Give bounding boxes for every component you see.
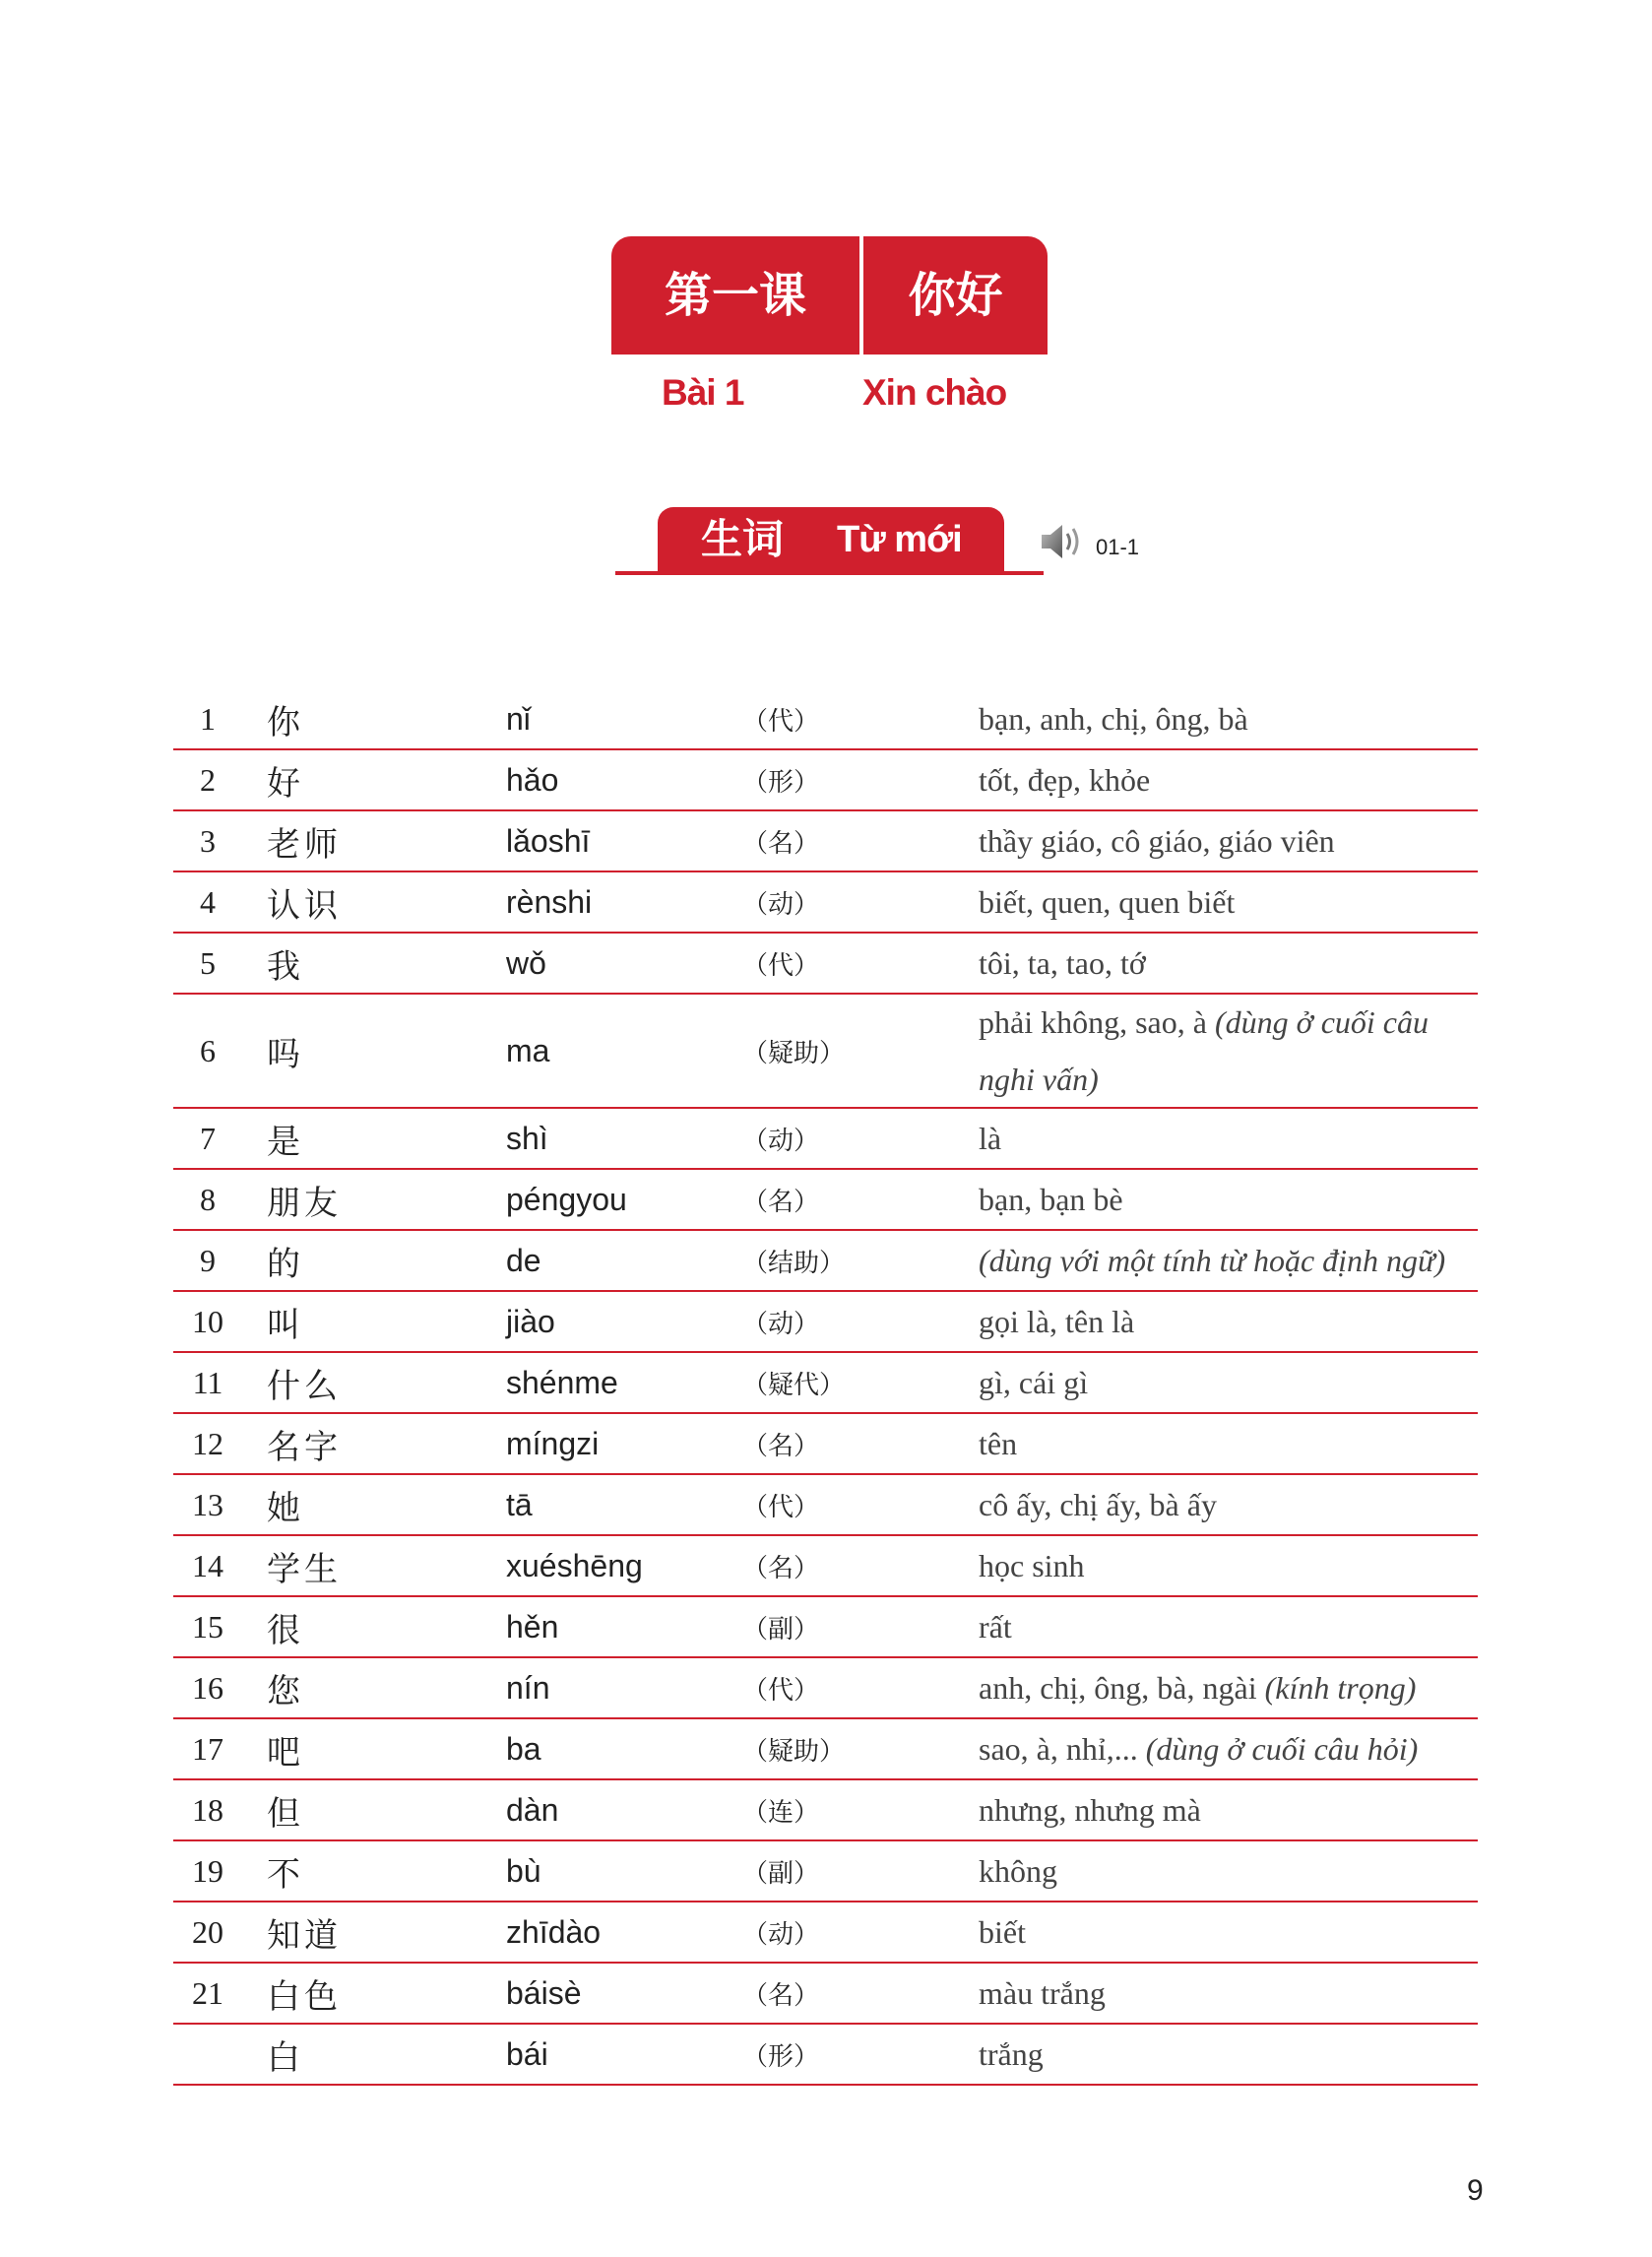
vocab-row: [173, 1964, 1478, 2025]
vocab-meaning-text: [979, 994, 1481, 1108]
vocab-meaning: [979, 1536, 1481, 1595]
vocab-row: [173, 934, 1478, 995]
vocab-meaning-text: [979, 1659, 1416, 1716]
vocab-meaning-main: anh, chị, ông, bà, ngài: [979, 1670, 1257, 1706]
vocab-meaning-main: biết: [979, 1914, 1026, 1950]
vocab-part-of-speech: （副）: [742, 1858, 820, 1889]
vocab-meaning: [979, 750, 1481, 809]
vocab-meaning-note: (kính trọng): [1264, 1670, 1417, 1706]
vocab-hanzi: 我: [267, 946, 304, 987]
vocab-pinyin: ma: [506, 1032, 550, 1068]
vocab-meaning: [979, 1719, 1481, 1778]
vocab-number: 2: [200, 761, 216, 798]
vocab-meaning: [979, 2025, 1481, 2084]
vocab-row: [173, 1475, 1478, 1536]
vocab-pinyin: shì: [506, 1120, 548, 1156]
vocab-number: 6: [200, 1032, 216, 1068]
vocab-part-of-speech: （代）: [742, 950, 820, 981]
vocab-part-of-speech: （代）: [742, 1492, 820, 1522]
vocab-row: [173, 1658, 1478, 1719]
vocab-meaning: [979, 1658, 1481, 1717]
vocab-pinyin: nín: [506, 1669, 550, 1706]
vocab-hanzi: 朋友: [267, 1183, 342, 1223]
vocab-number: 12: [192, 1425, 223, 1461]
vocab-meaning-text: [979, 1598, 1012, 1655]
vocab-meaning: [979, 1353, 1481, 1412]
vocab-part-of-speech: （动）: [742, 1309, 820, 1339]
vocab-meaning-text: [979, 1110, 1001, 1167]
vocab-meaning-main: nhưng, nhưng mà: [979, 1792, 1201, 1828]
vocab-meaning-main: bạn, bạn bè: [979, 1182, 1123, 1217]
vocab-meaning-note: (dùng ở cuối câu hỏi): [1145, 1731, 1419, 1767]
vocab-pinyin: hěn: [506, 1608, 559, 1644]
vocab-row: [173, 2025, 1478, 2086]
vocab-meaning-text: [979, 935, 1146, 992]
vocab-meaning-text: [979, 1476, 1217, 1533]
vocab-number: [173, 2025, 242, 2084]
section-underline: [615, 571, 1044, 575]
vocab-number: 21: [192, 1974, 223, 2011]
vocab-pinyin: wǒ: [506, 944, 546, 981]
vocab-pinyin: báisè: [506, 1974, 582, 2011]
vocab-part-of-speech: （动）: [742, 1919, 820, 1950]
vocab-meaning-main: màu trắng: [979, 1975, 1106, 2011]
vocab-pinyin: jiào: [506, 1303, 555, 1339]
vocab-meaning: [979, 1841, 1481, 1901]
vocab-number: 18: [192, 1791, 223, 1828]
lesson-number-vn: Bài 1: [662, 372, 744, 413]
vocab-number: 3: [200, 822, 216, 859]
vocab-row: [173, 1780, 1478, 1841]
vocab-part-of-speech: （动）: [742, 889, 820, 920]
vocab-row: [173, 1841, 1478, 1902]
vocab-hanzi: 吧: [267, 1732, 304, 1773]
vocab-pinyin: shénme: [506, 1364, 618, 1400]
vocab-part-of-speech: （代）: [742, 1675, 820, 1706]
vocab-hanzi: 好: [267, 763, 304, 804]
vocab-part-of-speech: （疑代）: [742, 1370, 846, 1400]
vocab-hanzi: 叫: [267, 1305, 304, 1345]
vocab-pinyin: lǎoshī: [506, 822, 591, 859]
vocab-number: 7: [200, 1120, 216, 1156]
vocab-meaning-main: cô ấy, chị ấy, bà ấy: [979, 1487, 1217, 1522]
vocab-meaning-text: [979, 1842, 1057, 1900]
vocab-meaning-main: là: [979, 1121, 1002, 1156]
vocab-hanzi: 老师: [267, 824, 342, 865]
vocab-row: [173, 1109, 1478, 1170]
vocab-part-of-speech: （形）: [742, 2041, 820, 2072]
vocab-number: 4: [200, 883, 216, 920]
vocab-pinyin: zhīdào: [506, 1913, 602, 1950]
page-number: 9: [1467, 2174, 1484, 2207]
vocab-pinyin: hǎo: [506, 761, 559, 798]
vocab-pinyin: péngyou: [506, 1181, 627, 1217]
vocab-meaning: [979, 1170, 1481, 1229]
vocab-meaning-text: [979, 812, 1335, 870]
vocab-pinyin: tā: [506, 1486, 533, 1522]
vocab-meaning: [979, 1231, 1481, 1290]
vocab-number: 9: [200, 1242, 216, 1278]
vocab-meaning-main: không: [979, 1853, 1057, 1889]
vocab-part-of-speech: （疑助）: [742, 1038, 846, 1068]
vocab-row: [173, 1292, 1478, 1353]
vocab-row: [173, 689, 1478, 750]
vocab-part-of-speech: （名）: [742, 1187, 820, 1217]
vocab-meaning-text: [979, 1537, 1085, 1594]
vocab-meaning-main: tốt, đẹp, khỏe: [979, 762, 1151, 798]
vocab-number: 17: [192, 1730, 223, 1767]
vocab-meaning: [979, 1292, 1481, 1351]
vocab-pinyin: dàn: [506, 1791, 559, 1828]
vocab-number: 5: [200, 944, 216, 981]
vocab-row: [173, 1170, 1478, 1231]
vocab-meaning-note: (dùng ở cuối câu nghi vấn): [979, 1004, 1429, 1097]
vocab-meaning-text: [979, 1171, 1123, 1228]
vocab-meaning: [979, 872, 1481, 932]
vocab-meaning-main: sao, à, nhỉ,...: [979, 1731, 1138, 1767]
vocab-row: [173, 1231, 1478, 1292]
vocab-table: [173, 689, 1478, 2086]
vocab-part-of-speech: （动）: [742, 1126, 820, 1156]
vocab-number: 13: [192, 1486, 223, 1522]
vocab-number: 1: [200, 700, 216, 737]
vocab-hanzi: 名字: [267, 1427, 342, 1467]
vocab-hanzi: 的: [267, 1244, 304, 1284]
vocab-meaning-text: [979, 1720, 1418, 1777]
vocab-part-of-speech: （名）: [742, 828, 820, 859]
vocab-number: 14: [192, 1547, 223, 1583]
vocab-number: 16: [192, 1669, 223, 1706]
vocab-part-of-speech: （名）: [742, 1980, 820, 2011]
vocab-meaning-text: [979, 1965, 1106, 2022]
vocab-meaning-text: [979, 873, 1235, 931]
vocab-meaning-main: trắng: [979, 2036, 1044, 2072]
vocab-row: [173, 1353, 1478, 1414]
vocab-meaning-main: phải không, sao, à: [979, 1004, 1207, 1040]
vocab-hanzi: 认识: [267, 885, 342, 926]
vocab-part-of-speech: （连）: [742, 1797, 820, 1828]
vocab-number: 8: [200, 1181, 216, 1217]
vocab-row: [173, 872, 1478, 934]
vocab-meaning: [979, 689, 1481, 748]
vocab-number: 20: [192, 1913, 223, 1950]
vocab-meaning-text: [979, 690, 1248, 747]
vocab-hanzi: 白色: [267, 1976, 342, 2017]
vocab-pinyin: bù: [506, 1852, 541, 1889]
vocab-meaning-text: [979, 1293, 1134, 1350]
vocab-pinyin: rènshi: [506, 883, 593, 920]
section-label-vn: Từ mới: [837, 519, 962, 560]
vocab-hanzi: 是: [267, 1122, 304, 1162]
vocab-hanzi: 您: [267, 1671, 304, 1711]
vocab-part-of-speech: （形）: [742, 767, 820, 798]
vocab-pinyin: de: [506, 1242, 541, 1278]
vocab-hanzi: 吗: [267, 1034, 304, 1074]
vocab-meaning: [979, 1414, 1481, 1473]
vocab-hanzi: 你: [267, 702, 304, 742]
vocab-row: [173, 750, 1478, 811]
vocab-row: [173, 1902, 1478, 1964]
vocab-pinyin: nǐ: [506, 700, 531, 737]
vocab-meaning-main: rất: [979, 1609, 1012, 1644]
vocab-meaning-main: gì, cái gì: [979, 1365, 1089, 1400]
vocab-part-of-speech: （结助）: [742, 1248, 846, 1278]
vocab-part-of-speech: （名）: [742, 1553, 820, 1583]
vocab-meaning: [979, 934, 1481, 993]
vocab-meaning: [979, 811, 1481, 871]
vocab-hanzi: 白: [267, 2037, 304, 2078]
vocab-row: [173, 1597, 1478, 1658]
vocab-hanzi: 学生: [267, 1549, 342, 1589]
speaker-icon[interactable]: [1039, 522, 1088, 561]
vocab-hanzi: 知道: [267, 1915, 342, 1956]
lesson-title-vn: Xin chào: [862, 372, 1007, 413]
vocab-meaning-main: tên: [979, 1426, 1018, 1461]
vocab-number: 10: [192, 1303, 223, 1339]
vocab-part-of-speech: （疑助）: [742, 1736, 846, 1767]
vocab-meaning: [979, 1597, 1481, 1656]
vocab-meaning: [979, 1902, 1481, 1962]
audio-track-label: 01-1: [1096, 535, 1140, 559]
vocab-meaning: [979, 1964, 1481, 2023]
vocab-meaning-text: [979, 1903, 1026, 1961]
vocab-hanzi: 但: [267, 1793, 304, 1834]
vocab-meaning-text: [979, 751, 1150, 808]
vocab-part-of-speech: （代）: [742, 706, 820, 737]
vocab-meaning: [979, 995, 1481, 1107]
vocab-meaning-main: thầy giáo, cô giáo, giáo viên: [979, 823, 1335, 859]
vocab-meaning: [979, 1109, 1481, 1168]
vocab-hanzi: 不: [267, 1854, 304, 1895]
vocab-pinyin: xuéshēng: [506, 1547, 643, 1583]
vocab-part-of-speech: （名）: [742, 1431, 820, 1461]
lesson-title-cn: 你好: [908, 268, 1003, 323]
vocab-pinyin: ba: [506, 1730, 541, 1767]
vocab-meaning-main: tôi, ta, tao, tớ: [979, 945, 1146, 981]
lesson-title-box: [611, 236, 1048, 355]
vocab-hanzi: 很: [267, 1610, 304, 1650]
vocab-hanzi: 什么: [267, 1366, 342, 1406]
vocab-meaning-main: học sinh: [979, 1548, 1085, 1583]
vocab-meaning-text: [979, 1415, 1017, 1472]
vocab-row: [173, 1536, 1478, 1597]
vocab-number: 19: [192, 1852, 223, 1889]
section-label-cn: 生词: [701, 515, 785, 563]
vocab-row: [173, 811, 1478, 872]
vocab-row: [173, 995, 1478, 1109]
vocab-part-of-speech: （副）: [742, 1614, 820, 1644]
vocab-pinyin: bái: [506, 2035, 548, 2072]
vocab-meaning-main: biết, quen, quen biết: [979, 884, 1236, 920]
vocab-meaning-text: [979, 1354, 1088, 1411]
vocab-row: [173, 1719, 1478, 1780]
lesson-number-cn: 第一课: [664, 268, 806, 323]
vocab-row: [173, 1414, 1478, 1475]
vocab-meaning-main: gọi là, tên là: [979, 1304, 1135, 1339]
vocab-meaning-text: [979, 1781, 1201, 1838]
vocab-meaning: [979, 1475, 1481, 1534]
vocab-meaning: [979, 1780, 1481, 1839]
vocab-meaning-note: (dùng với một tính từ hoặc định ngữ): [979, 1243, 1446, 1278]
vocab-hanzi: 她: [267, 1488, 304, 1528]
vocab-pinyin: míngzi: [506, 1425, 600, 1461]
vocab-meaning-text: [979, 1232, 1445, 1289]
vocab-meaning-text: [979, 2026, 1044, 2083]
vocab-number: 15: [192, 1608, 223, 1644]
vocab-meaning-main: bạn, anh, chị, ông, bà: [979, 701, 1248, 737]
vocab-number: 11: [192, 1364, 223, 1400]
